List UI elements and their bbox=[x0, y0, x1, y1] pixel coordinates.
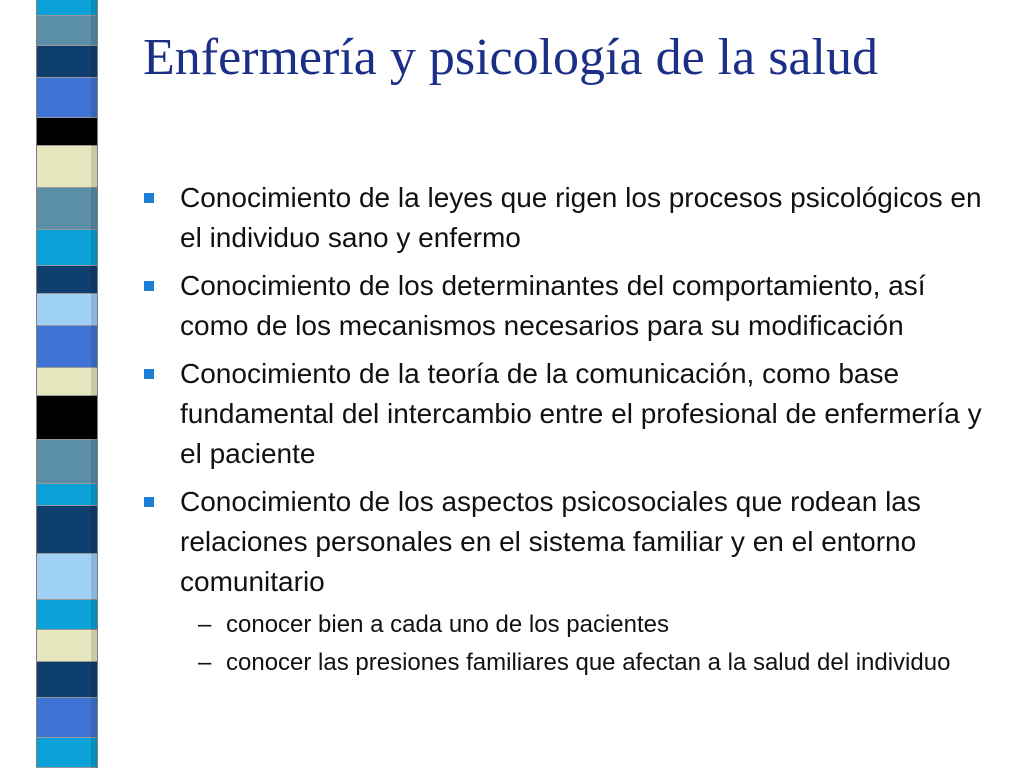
bullet-text: Conocimiento de la leyes que rigen los procesos psicológicos en el individuo sano y enfermo bbox=[180, 182, 982, 253]
bullet-item bbox=[140, 482, 1000, 602]
stripe-segment bbox=[37, 230, 97, 266]
stripe-segment bbox=[37, 146, 97, 188]
stripe-segment bbox=[37, 266, 97, 294]
stripe-segment bbox=[37, 396, 97, 440]
stripe-segment bbox=[37, 16, 97, 46]
stripe-segment bbox=[37, 630, 97, 662]
stripe-segment bbox=[37, 46, 97, 78]
dash-bullet-icon: – bbox=[198, 611, 212, 638]
stripe-segment bbox=[37, 484, 97, 506]
square-bullet-icon bbox=[144, 193, 154, 203]
stripe-segment bbox=[37, 698, 97, 738]
decorative-stripe bbox=[36, 0, 98, 768]
dash-bullet-icon: – bbox=[198, 649, 212, 676]
stripe-segment bbox=[37, 326, 97, 368]
stripe-segment bbox=[37, 0, 97, 16]
stripe-segment bbox=[37, 368, 97, 396]
stripe-segment bbox=[37, 118, 97, 146]
slide-title: Enfermería y psicología de la salud bbox=[143, 29, 878, 86]
stripe-segment bbox=[37, 738, 97, 768]
sub-bullet-text: conocer las presiones familiares que afectan a la salud del individuo bbox=[226, 649, 951, 676]
bullet-text: Conocimiento de la teoría de la comunicación, como base fundamental del intercambio entre el profesional de enfermería y el paciente bbox=[180, 358, 982, 469]
stripe-segment bbox=[37, 600, 97, 630]
stripe-segment bbox=[37, 78, 97, 118]
sub-bullet-text: conocer bien a cada uno de los pacientes bbox=[226, 611, 669, 638]
stripe-shadow bbox=[91, 0, 97, 768]
stripe-segment bbox=[37, 188, 97, 230]
stripe-segment bbox=[37, 440, 97, 484]
sub-bullet-item bbox=[140, 648, 1000, 678]
square-bullet-icon bbox=[144, 369, 154, 379]
square-bullet-icon bbox=[144, 497, 154, 507]
bullet-item bbox=[140, 266, 1000, 346]
sub-bullet-item bbox=[140, 610, 1000, 640]
bullet-list bbox=[140, 178, 1000, 686]
bullet-text: Conocimiento de los aspectos psicosociales que rodean las relaciones personales en el sistema familiar y en el entorno comunitario bbox=[180, 486, 921, 597]
stripe-segment bbox=[37, 662, 97, 698]
square-bullet-icon bbox=[144, 281, 154, 291]
stripe-segment bbox=[37, 506, 97, 554]
bullet-item bbox=[140, 354, 1000, 474]
stripe-segment bbox=[37, 554, 97, 600]
bullet-text: Conocimiento de los determinantes del comportamiento, así como de los mecanismos necesarios para su modificación bbox=[180, 270, 926, 341]
stripe-segment bbox=[37, 294, 97, 326]
bullet-item bbox=[140, 178, 1000, 258]
